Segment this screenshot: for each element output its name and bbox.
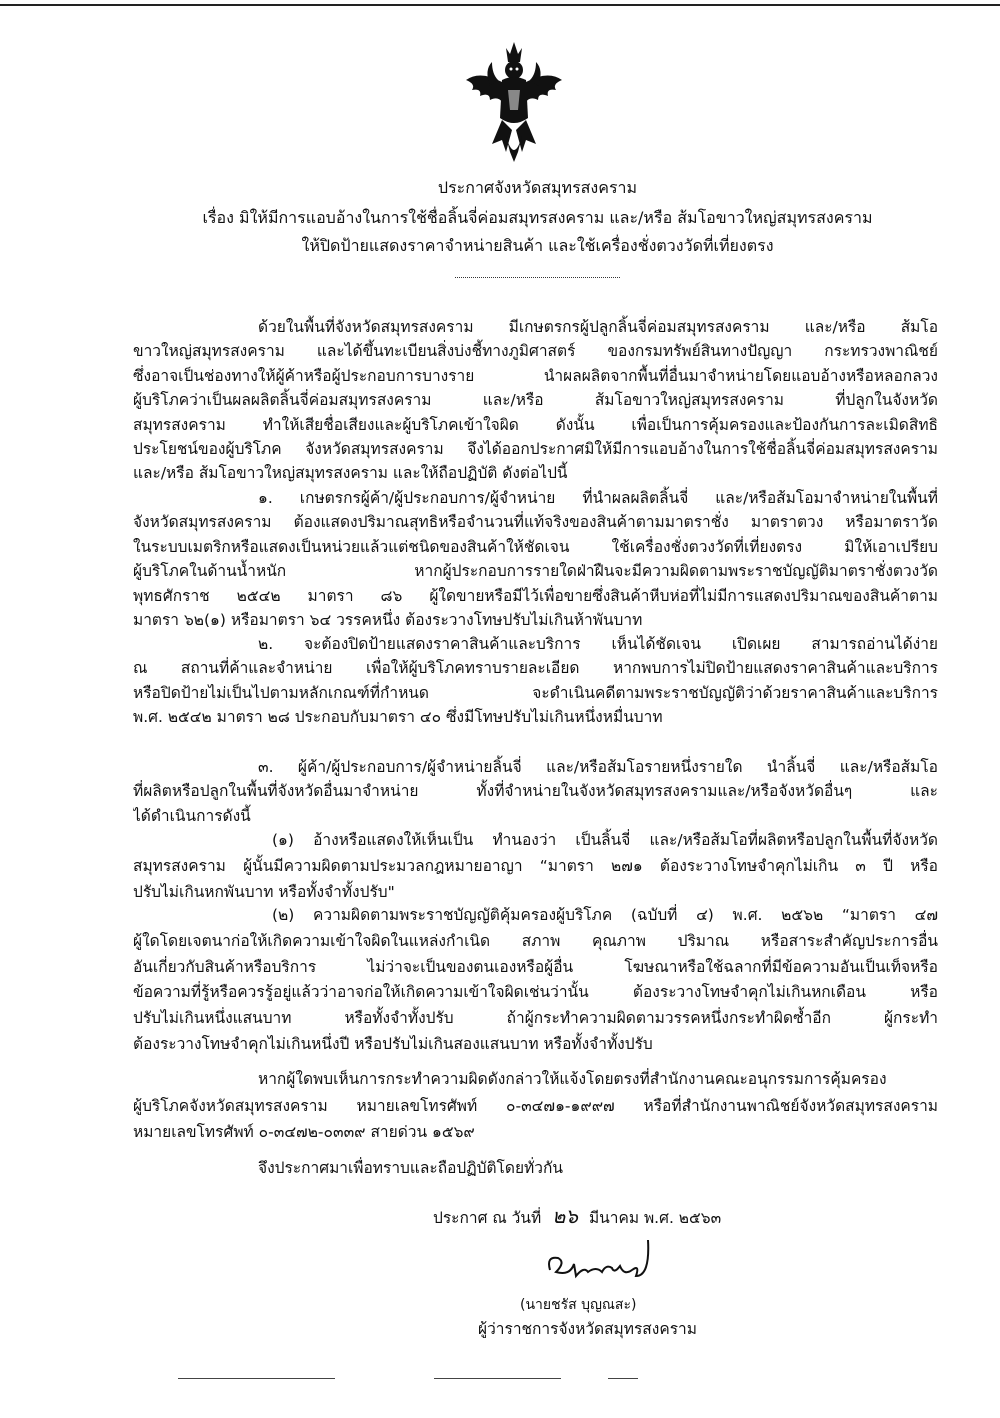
text-line: สมุทรสงคราม ทำให้เสียชื่อเสียงและผู้บริโภคเข้าใจผิด ดังนั้น เพื่อเป็นการคุ้มครองและป้องกันการละเมิดสิทธิ [133, 415, 938, 434]
item-1-paragraph [133, 486, 938, 632]
text-line: หมายเลขโทรศัพท์ ๐-๓๔๗๒-๐๓๓๙ สายด่วน ๑๕๖๙ [133, 1123, 475, 1141]
text-line: พุทธศักราช ๒๕๔๒ มาตรา ๘๖ ผู้ใดขายหรือมีไว้เพื่อขายซึ่งสินค้าหีบห่อที่ไม่มีการแสดงปริมาณของสินค้าตาม [133, 586, 938, 605]
text-line: ด้วยในพื้นที่จังหวัดสมุทรสงคราม มีเกษตรกรผู้ปลูกลิ้นจี่ค่อมสมุทรสงคราม และ/หรือ ส้มโอ [258, 318, 938, 336]
text-line: ในระบบเมตริกหรือแสดงเป็นหน่วยแล้วแต่ชนิดของสินค้าให้ชัดเจน ใช้เครื่องชั่งตวงวัดที่เที่ยงตรง มิให้เอาเปรียบ [133, 537, 938, 556]
text-line: ผู้บริโภคในด้านน้ำหนัก หากผู้ประกอบการรายใดฝ่าฝืนจะมีความผิดตามพระราชบัญญัติมาตราชั่งตวงวัด [133, 562, 938, 581]
text-line: อันเกี่ยวกับสินค้าหรือบริการ ไม่ว่าจะเป็นของตนเองหรือผู้อื่น โฆษณาหรือใช้ฉลากที่มีข้อความอันเป็นเท็จหรือ [133, 957, 938, 976]
text-line: ปรับไม่เกินหนึ่งแสนบาท หรือทั้งจำทั้งปรับ ถ้าผู้กระทำความผิดตามวรรคหนึ่งกระทำผิดซ้ำอีก ผู้กระทำ [133, 1009, 938, 1028]
text-line: ต้องระวางโทษจำคุกไม่เกินหนึ่งปี หรือปรับไม่เกินสองแสนบาท หรือทั้งจำทั้งปรับ [133, 1034, 653, 1053]
text-line: ได้ดำเนินการดังนี้ [133, 806, 251, 825]
text-line: ขาวใหญ่สมุทรสงคราม และได้ขึ้นทะเบียนสิ่งบ่งชี้ทางภูมิศาสตร์ ของกรมทรัพย์สินทางปัญญา กระทรวงพาณิชย์ [133, 342, 938, 361]
scan-mark [434, 1378, 561, 1379]
text-line: ซึ่งอาจเป็นช่องทางให้ผู้ค้าหรือผู้ประกอบการบางราย นำผลผลิตจากพื้นที่อื่นมาจำหน่ายโดยแอบอ้างหรือหลอกลวง [133, 366, 938, 385]
text-line: หากผู้ใดพบเห็นการกระทำความผิดดังกล่าวให้แจ้งโดยตรงที่สำนักงานคณะอนุกรรมการคุ้มครอง [258, 1070, 887, 1088]
subject-line-1: เรื่อง มิให้มีการแอบอ้างในการใช้ชื่อลิ้นจี่ค่อมสมุทรสงคราม และ/หรือ ส้มโอขาวใหญ่สมุทรสงคราม [202, 208, 873, 227]
text-line: (๒) ความผิดตามพระราชบัญญัติคุ้มครองผู้บริโภค (ฉบับที่ ๔) พ.ศ. ๒๕๖๒ “มาตรา ๔๗ [272, 906, 938, 924]
text-line: ปรับไม่เกินหกพันบาท หรือทั้งจำทั้งปรับ" [133, 883, 395, 901]
text-line: ที่ผลิตหรือปลูกในพื้นที่จังหวัดอื่นมาจำหน่าย ทั้งที่จำหน่ายในจังหวัดสมุทรสงครามและ/หรือจังหวัดอื่นๆ และ [133, 782, 938, 801]
signature-icon [540, 1236, 670, 1286]
text-line: (๑) อ้างหรือแสดงให้เห็นเป็น ทำนองว่า เป็นลิ้นจี่ และ/หรือส้มโอที่ผลิตหรือปลูกในพื้นที่จังหวัด [272, 831, 938, 849]
contact-paragraph [133, 1066, 938, 1146]
announcement-date [433, 1200, 721, 1232]
subject-line-2: ให้ปิดป้ายแสดงราคาจำหน่ายสินค้า และใช้เครื่องชั่งตวงวัดที่เที่ยงตรง [301, 236, 774, 255]
item-2-paragraph [133, 632, 938, 730]
item-3-paragraph [133, 755, 938, 828]
date-day: ๒๖ [552, 1204, 578, 1228]
text-line: ๒. จะต้องปิดป้ายแสดงราคาสินค้าและบริการ เห็นได้ชัดเจน เปิดเผย สามารถอ่านได้ง่าย [258, 635, 938, 653]
scan-border-line [0, 4, 1000, 6]
closing-statement: จึงประกาศมาเพื่อทราบและถือปฏิบัติโดยทั่วกัน [258, 1159, 563, 1177]
text-line: พ.ศ. ๒๕๔๒ มาตรา ๒๘ ประกอบกับมาตรา ๔๐ ซึ่งมีโทษปรับไม่เกินหนึ่งหมื่นบาท [133, 708, 663, 727]
text-line: ๑. เกษตรกรผู้ค้า/ผู้ประกอบการ/ผู้จำหน่าย ที่นำผลผลิตลิ้นจี่ และ/หรือส้มโอมาจำหน่ายในพื้นที่ [258, 489, 938, 507]
text-line: ประโยชน์ของผู้บริโภค จังหวัดสมุทรสงคราม จึงได้ออกประกาศมิให้มีการแอบอ้างในการใช้ชื่อลิ้นจี่ค่อมสมุทรสงคราม [133, 440, 938, 459]
text-line: หรือปิดป้ายไม่เป็นไปตามหลักเกณฑ์ที่กำหนด จะดำเนินคดีตามพระราชบัญญัติว่าด้วยราคาสินค้าและบริการ [133, 683, 938, 702]
text-line: ๓. ผู้ค้า/ผู้ประกอบการ/ผู้จำหน่ายลิ้นจี่ และ/หรือส้มโอรายหนึ่งรายใด นำลิ้นจี่ และ/หรือส้มโอ [258, 758, 938, 776]
scan-mark [178, 1378, 335, 1379]
sub-item-1-paragraph [133, 827, 938, 905]
sub-item-2-paragraph [133, 903, 938, 1058]
text-line: มาตรา ๖๒(๑) หรือมาตรา ๖๔ วรรคหนึ่ง ต้องระวางโทษปรับไม่เกินห้าพันบาท [133, 611, 643, 630]
text-line: ข้อความที่รู้หรือควรรู้อยู่แล้วว่าอาจก่อให้เกิดความเข้าใจผิดเช่นว่านั้น ต้องระวางโทษจำคุกไม่เกินหกเดือน หรือ [133, 983, 938, 1002]
dotted-separator [455, 277, 620, 278]
text-line: ผู้บริโภคว่าเป็นผลผลิตลิ้นจี่ค่อมสมุทรสงคราม และ/หรือ ส้มโอขาวใหญ่สมุทรสงคราม ที่ปลูกในจังหวัด [133, 391, 938, 410]
date-suffix: มีนาคม พ.ศ. ๒๕๖๓ [588, 1209, 722, 1227]
garuda-emblem-icon [462, 40, 566, 166]
scan-mark [608, 1378, 638, 1379]
issuer-heading: ประกาศจังหวัดสมุทรสงคราม [437, 178, 638, 197]
intro-paragraph [133, 315, 938, 486]
text-line: ผู้บริโภคจังหวัดสมุทรสงคราม หมายเลขโทรศัพท์ ๐-๓๔๗๑-๑๙๙๗ หรือที่สำนักงานพาณิชย์จังหวัดสมุทรสงคราม [133, 1096, 938, 1115]
text-line: และ/หรือ ส้มโอขาวใหญ่สมุทรสงคราม และให้ถือปฏิบัติ ดังต่อไปนี้ [133, 464, 568, 483]
text-line: ผู้ใดโดยเจตนาก่อให้เกิดความเข้าใจผิดในแหล่งกำเนิด สภาพ คุณภาพ ปริมาณ หรือสาระสำคัญประการอื่น [133, 931, 938, 950]
signer-name: (นายชรัส บุญณสะ) [520, 1297, 637, 1313]
text-line: สมุทรสงคราม ผู้นั้นมีความผิดตามประมวลกฎหมายอาญา “มาตรา ๒๗๑ ต้องระวางโทษจำคุกไม่เกิน ๓ ปี หรือ [133, 857, 938, 875]
date-prefix: ประกาศ ณ วันที่ [433, 1209, 542, 1227]
text-line: ณ สถานที่ค้าและจำหน่าย เพื่อให้ผู้บริโภคทราบรายละเอียด หากพบการไม่ปิดป้ายแสดงราคาสินค้าและบริการ [133, 659, 938, 678]
text-line: จังหวัดสมุทรสงคราม ต้องแสดงปริมาณสุทธิหรือจำนวนที่แท้จริงของสินค้าตามมาตราชั่ง มาตราตวง หรือมาตราวัด [133, 513, 938, 532]
signer-title: ผู้ว่าราชการจังหวัดสมุทรสงคราม [478, 1320, 697, 1338]
